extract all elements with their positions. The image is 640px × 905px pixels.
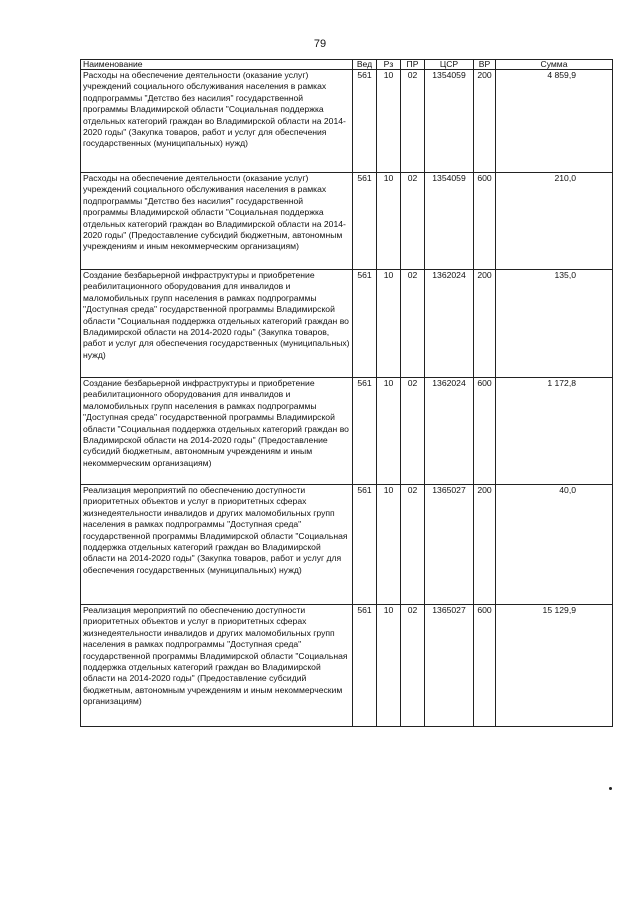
table-row [81,270,613,378]
row-name: Расходы на обеспечение деятельности (оказание услуг) учреждений социального обслуживания населения в рамках подпрограммы "Детство без насилия" государственной программы Владимирской области "Социальная поддержка отдельных категорий граждан во Владимирской области на 2014-2020 годы" (Закупка товаров, работ и услуг для обеспечения государственных (муниципальных) нужд) [81,70,353,173]
row-rz: 10 [377,485,401,605]
row-ved: 561 [353,378,377,485]
row-csr: 1354059 [425,70,474,173]
row-sum: 15 129,9 [496,605,613,727]
row-pr: 02 [401,70,425,173]
row-rz: 10 [377,605,401,727]
row-pr: 02 [401,270,425,378]
row-rz: 10 [377,270,401,378]
row-vr: 200 [474,70,496,173]
row-name: Реализация мероприятий по обеспечению доступности приоритетных объектов и услуг в приоритетных сферах жизнедеятельности инвалидов и других маломобильных групп населения в рамках подпрограммы "Доступная среда" государственной программы Владимирской области "Социальная поддержка отдельных категорий граждан во Владимирской области на 2014-2020 годы" (Закупка товаров, работ и услуг для обеспечения государственных (муниципальных) нужд) [81,485,353,605]
table-row [81,173,613,270]
row-rz: 10 [377,378,401,485]
row-sum: 40,0 [496,485,613,605]
row-pr: 02 [401,485,425,605]
table-row [81,378,613,485]
header-pr: ПР [401,60,425,70]
row-name: Расходы на обеспечение деятельности (оказание услуг) учреждений социального обслуживания населения в рамках подпрограммы "Детство без насилия" государственной программы Владимирской области "Социальная поддержка отдельных категорий граждан во Владимирской области на 2014-2020 годы" (Предоставление субсидий бюджетным, автономным учреждениям и иным некоммерческим организациям) [81,173,353,270]
row-pr: 02 [401,173,425,270]
row-rz: 10 [377,70,401,173]
row-vr: 600 [474,173,496,270]
row-csr: 1365027 [425,485,474,605]
row-ved: 561 [353,173,377,270]
row-ved: 561 [353,70,377,173]
table-row [81,485,613,605]
row-sum: 1 172,8 [496,378,613,485]
row-csr: 1365027 [425,605,474,727]
row-ved: 561 [353,485,377,605]
table-row [81,605,613,727]
row-pr: 02 [401,378,425,485]
row-name: Реализация мероприятий по обеспечению доступности приоритетных объектов и услуг в приоритетных сферах жизнедеятельности инвалидов и других маломобильных групп населения в рамках подпрограммы "Доступная среда" государственной программы Владимирской области "Социальная поддержка отдельных категорий граждан во Владимирской области на 2014-2020 годы" (Предоставление субсидий бюджетным, автономным учреждениям и иным некоммерческим организациям) [81,605,353,727]
row-name: Создание безбарьерной инфраструктуры и приобретение реабилитационного оборудования для инвалидов и маломобильных групп населения в рамках подпрограммы "Доступная среда" государственной программы Владимирской области "Социальная поддержка отдельных категорий граждан во Владимирской области на 2014-2020 годы" (Закупка товаров, работ и услуг для обеспечения государственных (муниципальных) нужд) [81,270,353,378]
row-sum: 4 859,9 [496,70,613,173]
header-sum: Сумма [496,60,613,70]
row-sum: 135,0 [496,270,613,378]
row-csr: 1362024 [425,378,474,485]
row-pr: 02 [401,605,425,727]
header-name: Наименование [81,60,353,70]
row-vr: 600 [474,605,496,727]
header-rz: Рз [377,60,401,70]
row-name: Создание безбарьерной инфраструктуры и приобретение реабилитационного оборудования для инвалидов и маломобильных групп населения в рамках подпрограммы "Доступная среда" государственной программы Владимирской области "Социальная поддержка отдельных категорий граждан во Владимирской области на 2014-2020 годы" (Предоставление субсидий бюджетным, автономным учреждениям и иным некоммерческим организациям) [81,378,353,485]
budget-table [80,59,613,727]
page-number: 79 [313,38,327,50]
row-sum: 210,0 [496,173,613,270]
row-vr: 600 [474,378,496,485]
row-csr: 1354059 [425,173,474,270]
row-ved: 561 [353,270,377,378]
header-ved: Вед [353,60,377,70]
table-row [81,70,613,173]
scan-speck [609,787,612,790]
table-header-row [81,60,613,70]
row-ved: 561 [353,605,377,727]
row-vr: 200 [474,485,496,605]
row-vr: 200 [474,270,496,378]
row-rz: 10 [377,173,401,270]
header-csr: ЦСР [425,60,474,70]
header-vr: ВР [474,60,496,70]
row-csr: 1362024 [425,270,474,378]
